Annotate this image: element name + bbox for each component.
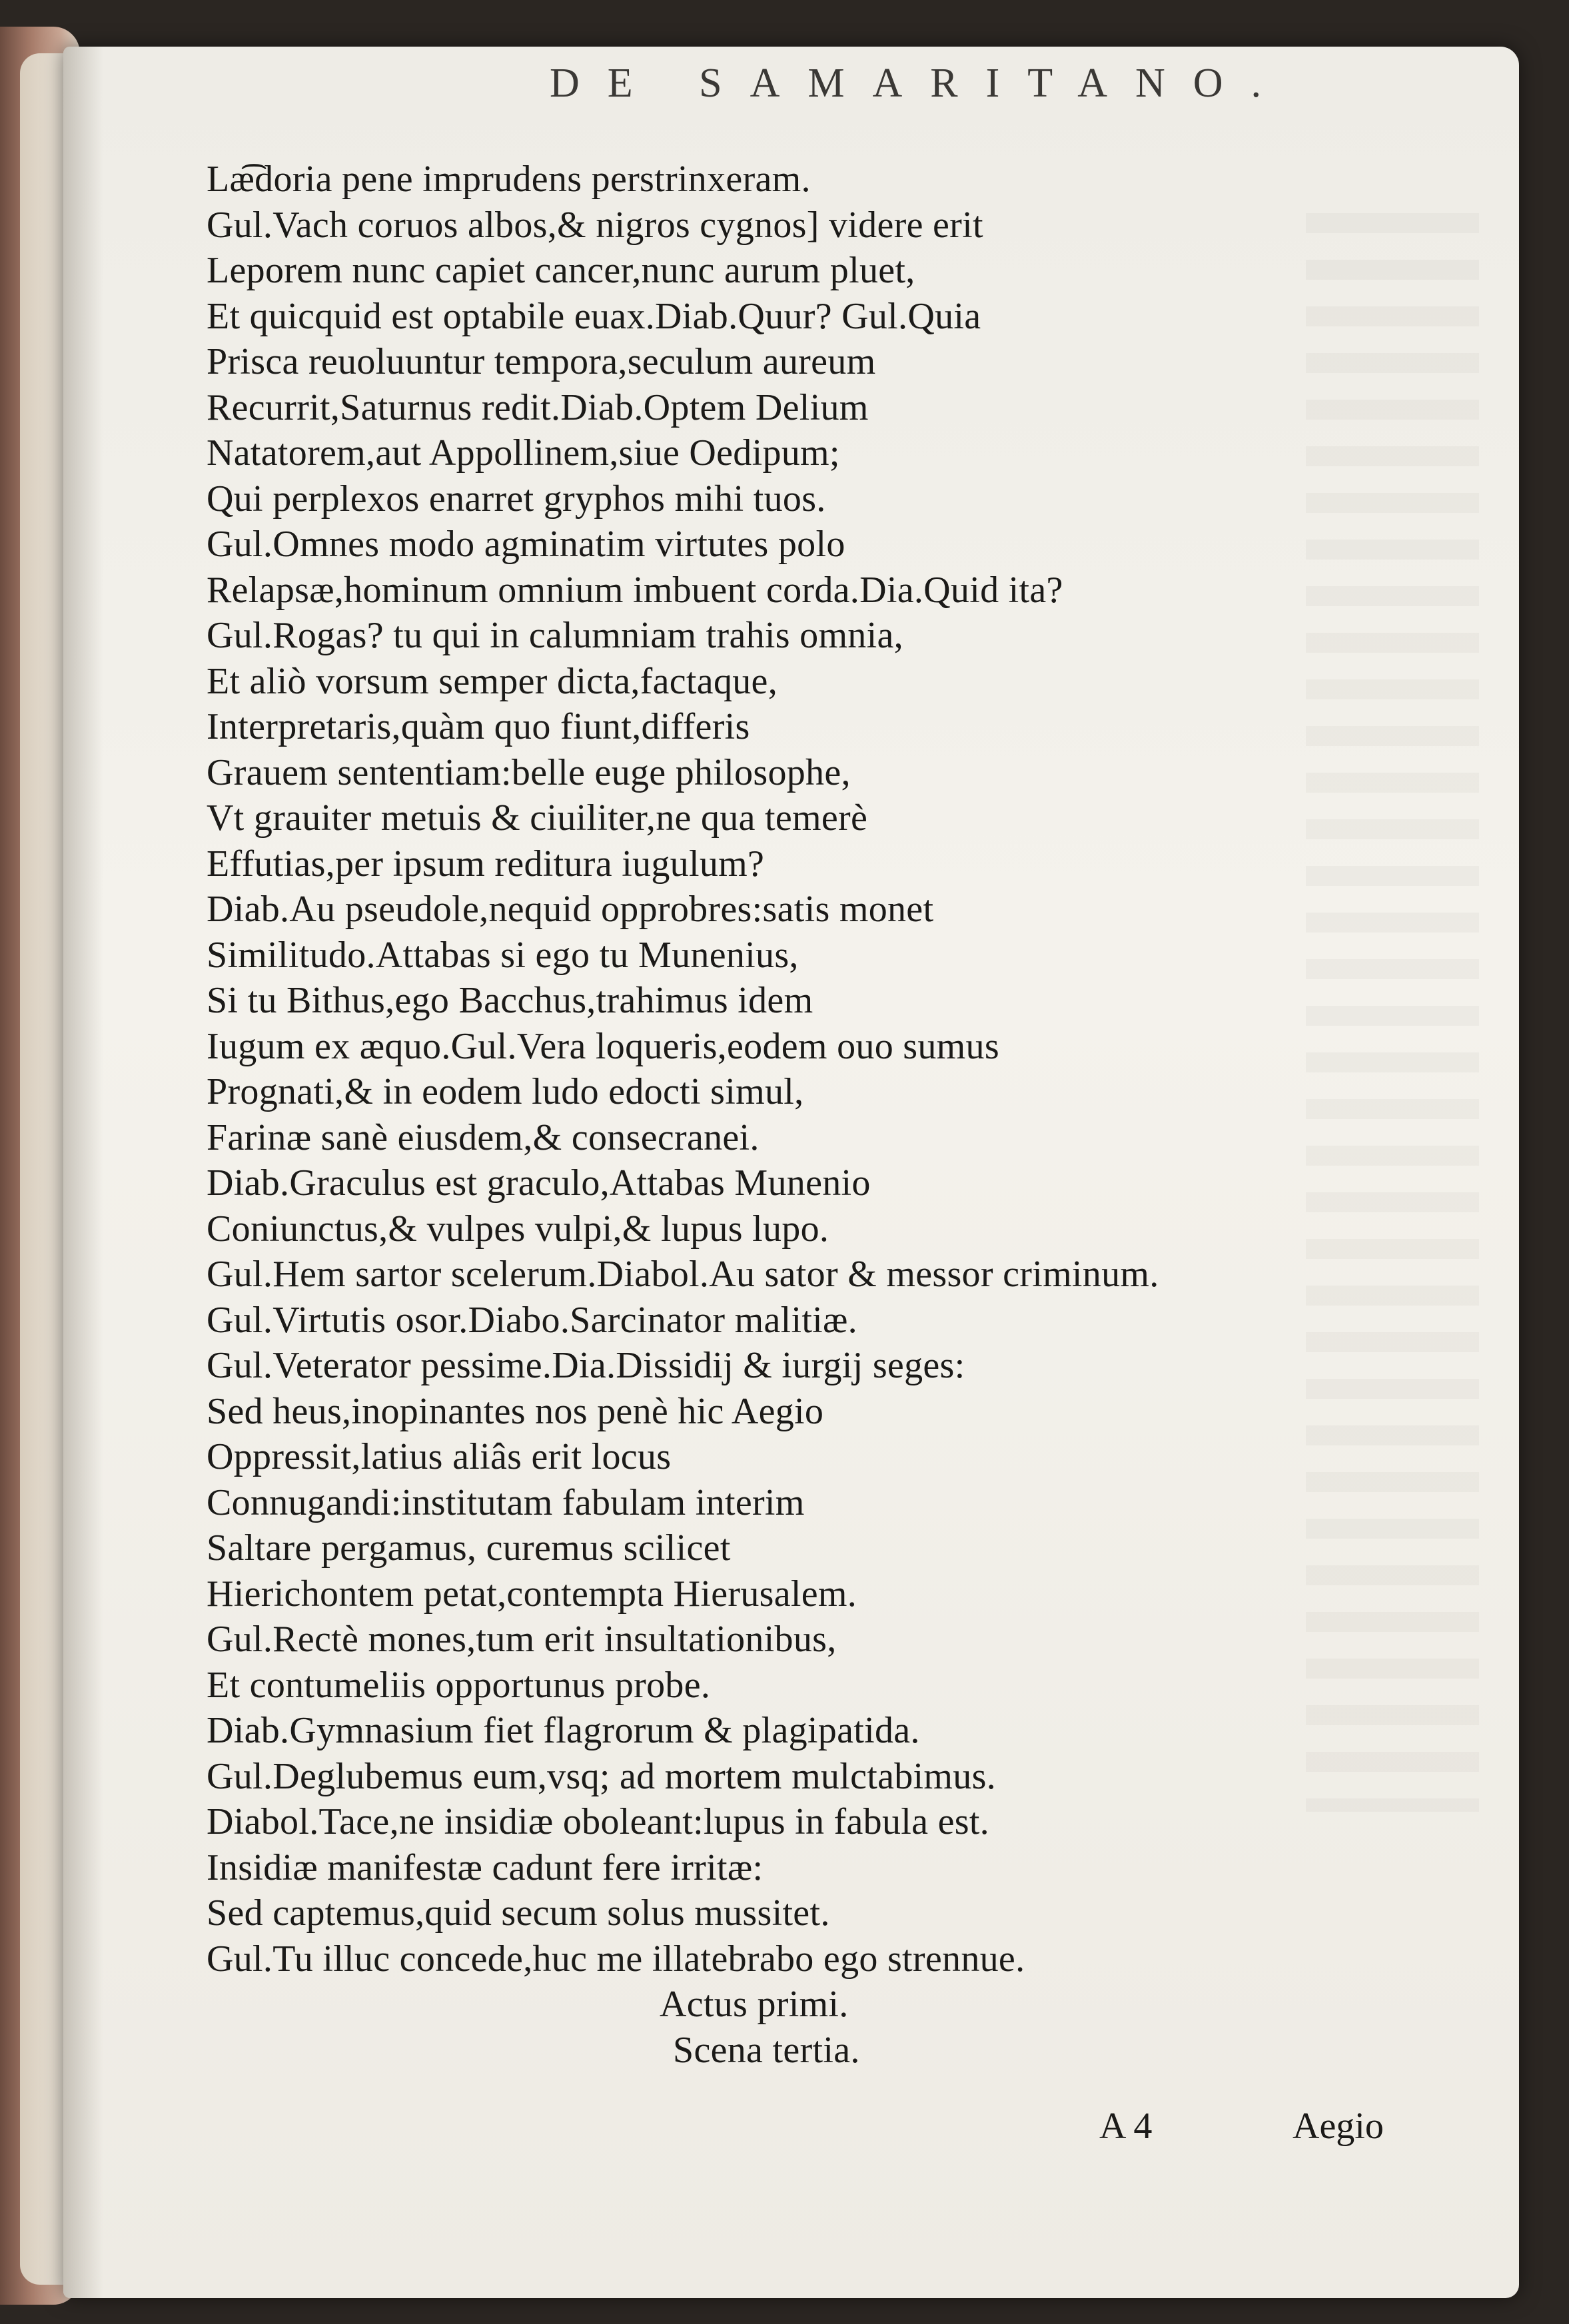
text-line: Coniunctus,& vulpes vulpi,& lupus lupo.: [207, 1208, 829, 1250]
text-line: Gul.Omnes modo agminatim virtutes polo: [207, 524, 845, 565]
text-line: Effutias,per ipsum reditura iugulum?: [207, 843, 765, 885]
text-line: Connugandi:institutam fabulam interim: [207, 1481, 805, 1523]
text-block: [207, 157, 1472, 2073]
text-line: Farinæ sanè eiusdem,& consecranei.: [207, 1116, 760, 1158]
text-line: Gul.Rogas? tu qui in calumniam trahis omnia,: [207, 615, 903, 656]
text-line: Læ͡doria pene imprudens perstrinxeram.: [207, 159, 811, 200]
text-line: Sed heus,inopinantes nos penè hic Aegio: [207, 1390, 824, 1432]
text-line: Gul.Tu illuc concede,huc me illatebrabo ego strennue.: [207, 1938, 1025, 1980]
book-page: [63, 47, 1519, 2298]
text-line: Gul.Hem sartor scelerum.Diabol.Au sator & messor criminum.: [207, 1254, 1159, 1295]
text-line: Prisca reuoluuntur tempora,seculum aureum: [207, 341, 876, 382]
text-line: Gul.Deglubemus eum,vsq; ad mortem mulctabimus.: [207, 1755, 996, 1797]
text-line: Recurrit,Saturnus redit.Diab.Optem Delium: [207, 386, 869, 428]
text-line: Gul.Rectè mones,tum erit insultationibus,: [207, 1619, 837, 1660]
text-line: Grauem sententiam:belle euge philosophe,: [207, 751, 851, 793]
scene-heading: Scena tertia.: [673, 2029, 860, 2071]
text-line: Saltare pergamus, curemus scilicet: [207, 1527, 731, 1569]
text-line: Diab.Gymnasium fiet flagrorum & plagipatida.: [207, 1710, 920, 1751]
gutter-shadow: [63, 47, 103, 2298]
text-line: Gul.Virtutis osor.Diabo.Sarcinator malitiæ.: [207, 1299, 857, 1341]
text-line: Gul.Vach coruos albos,& nigros cygnos] videre erit: [207, 204, 983, 246]
text-line: Interpretaris,quàm quo fiunt,differis: [207, 706, 750, 747]
text-line: Si tu Bithus,ego Bacchus,trahimus idem: [207, 980, 813, 1021]
text-line: Insidiæ manifestæ cadunt fere irritæ:: [207, 1846, 764, 1888]
catchword: Aegio: [1293, 2106, 1384, 2147]
text-line: Similitudo.Attabas si ego tu Munenius,: [207, 934, 799, 976]
text-line: Sed captemus,quid secum solus mussitet.: [207, 1892, 830, 1934]
running-head: DE SAMARITANO.: [550, 61, 1290, 106]
text-line: Et contumeliis opportunus probe.: [207, 1664, 711, 1706]
text-line: Diab.Graculus est graculo,Attabas Munenio: [207, 1162, 871, 1204]
text-line: Qui perplexos enarret gryphos mihi tuos.: [207, 478, 826, 520]
text-line: Prognati,& in eodem ludo edocti simul,: [207, 1071, 804, 1112]
signature-mark: A 4: [1099, 2106, 1153, 2147]
act-heading: Actus primi.: [660, 1984, 849, 2025]
text-line: Iugum ex æquo.Gul.Vera loqueris,eodem ouo sumus: [207, 1025, 999, 1067]
page-footer: [1099, 2105, 1472, 2147]
text-line: Relapsæ,hominum omnium imbuent corda.Dia.Quid ita?: [207, 569, 1063, 611]
text-line: Natatorem,aut Appollinem,siue Oedipum;: [207, 432, 840, 474]
text-line: Oppressit,latius aliâs erit locus: [207, 1436, 672, 1477]
text-line: Vt grauiter metuis & ciuiliter,ne qua temerè: [207, 797, 868, 839]
text-line: Diab.Au pseudole,nequid opprobres:satis monet: [207, 889, 934, 930]
text-line: Gul.Veterator pessime.Dia.Dissidij & iurgij seges:: [207, 1345, 965, 1386]
text-line: Leporem nunc capiet cancer,nunc aurum pluet,: [207, 250, 915, 291]
text-line: Hierichontem petat,contempta Hierusalem.: [207, 1573, 857, 1615]
text-line: Et aliò vorsum semper dicta,factaque,: [207, 660, 778, 702]
text-line: Et quicquid est optabile euax.Diab.Quur? Gul.Quia: [207, 295, 981, 337]
text-line: Diabol.Tace,ne insidiæ oboleant:lupus in fabula est.: [207, 1801, 989, 1842]
